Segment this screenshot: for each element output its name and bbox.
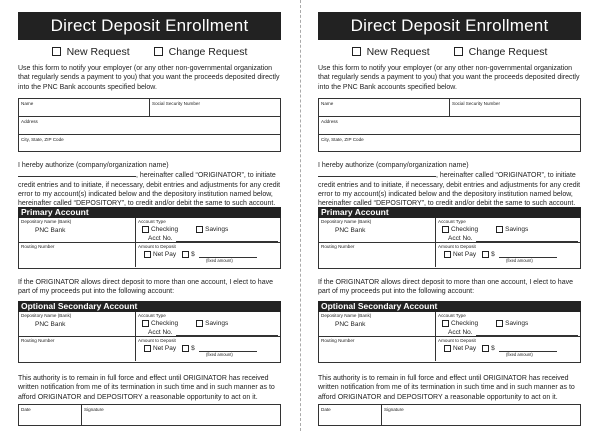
secondary-routing-cell[interactable] bbox=[319, 337, 436, 361]
secondary-bank-row bbox=[19, 312, 280, 337]
secondary-amount-line[interactable] bbox=[199, 346, 257, 352]
secondary-type-cell bbox=[436, 312, 580, 336]
authorization-part1: I hereby authorize (company/organization name) bbox=[318, 162, 469, 169]
primary-account-heading: Primary Account bbox=[318, 207, 581, 218]
secondary-routing-cell[interactable] bbox=[19, 337, 136, 361]
signature-box bbox=[18, 404, 281, 426]
new-request-option[interactable] bbox=[52, 46, 130, 58]
primary-bank-name: PNC Bank bbox=[335, 227, 366, 234]
primary-dollar-sign: $ bbox=[191, 251, 195, 258]
secondary-routing-row bbox=[19, 337, 280, 361]
authorization-part2: , hereinafter called “ORIGINATOR”, to initiate credit entries and to initiate, if necessary, debit entries and adjustments for any credit error to my account(s) indicated below and the depository institution named below, hereinafter called “DEPOSITORY”, to credit and/or debit the same to such account. bbox=[18, 172, 281, 208]
primary-bank-name: PNC Bank bbox=[35, 227, 66, 234]
secondary-acct-no bbox=[138, 329, 278, 336]
request-type-row bbox=[318, 45, 581, 58]
secondary-bank-row bbox=[319, 312, 580, 337]
ssn-field[interactable]: Social Security Number bbox=[149, 99, 280, 116]
primary-net-pay-checkbox[interactable] bbox=[444, 251, 451, 258]
secondary-amount-cell bbox=[136, 337, 280, 361]
secondary-depository-label: Depository Name (Bank) bbox=[21, 313, 72, 318]
secondary-routing-row bbox=[319, 337, 580, 361]
primary-routing-label: Routing Number bbox=[321, 244, 355, 249]
secondary-savings-label: Savings bbox=[205, 320, 229, 327]
primary-checking-label: Checking bbox=[151, 226, 179, 233]
secondary-acct-no-label: Acct No. bbox=[148, 329, 173, 336]
address-row bbox=[319, 117, 580, 135]
primary-savings-checkbox[interactable] bbox=[496, 226, 503, 233]
name-ssn-row bbox=[19, 99, 280, 117]
secondary-type-options bbox=[438, 320, 578, 327]
address-field[interactable]: Address bbox=[321, 119, 338, 124]
primary-acct-no-line[interactable] bbox=[176, 236, 278, 242]
city-state-zip-field[interactable]: City, State, ZIP Code bbox=[321, 137, 364, 142]
date-field[interactable]: Date bbox=[321, 407, 331, 412]
secondary-fixed-amount-label: (fixed amount) bbox=[206, 352, 233, 357]
change-request-option[interactable] bbox=[454, 46, 548, 58]
secondary-fixed-checkbox[interactable] bbox=[182, 345, 189, 352]
secondary-amount-options bbox=[138, 345, 278, 352]
signature-field[interactable]: Signature bbox=[81, 405, 280, 425]
secondary-net-pay-label: Net Pay bbox=[153, 345, 177, 352]
direct-deposit-form-left bbox=[18, 12, 281, 426]
personal-info-box bbox=[18, 98, 281, 152]
secondary-amount-options bbox=[438, 345, 578, 352]
primary-type-options bbox=[138, 226, 278, 233]
primary-fixed-amount-label: (fixed amount) bbox=[206, 258, 233, 263]
secondary-checking-checkbox[interactable] bbox=[442, 320, 449, 327]
primary-amount-cell bbox=[436, 243, 580, 267]
secondary-depository-cell bbox=[19, 312, 136, 336]
primary-type-cell bbox=[436, 218, 580, 242]
ssn-field[interactable]: Social Security Number bbox=[449, 99, 580, 116]
secondary-net-pay-checkbox[interactable] bbox=[144, 345, 151, 352]
name-field[interactable]: Name bbox=[321, 101, 334, 106]
secondary-checking-checkbox[interactable] bbox=[142, 320, 149, 327]
secondary-routing-label: Routing Number bbox=[321, 338, 355, 343]
secondary-acct-no-line[interactable] bbox=[176, 330, 278, 336]
primary-bank-row bbox=[319, 218, 580, 243]
primary-depository-cell bbox=[319, 218, 436, 242]
secondary-amount-cell bbox=[436, 337, 580, 361]
primary-checking-checkbox[interactable] bbox=[142, 226, 149, 233]
primary-depository-cell bbox=[19, 218, 136, 242]
company-name-line[interactable] bbox=[18, 170, 136, 177]
form-title: Direct Deposit Enrollment bbox=[18, 12, 281, 40]
primary-amount-label: Amount to Deposit bbox=[438, 244, 476, 249]
direct-deposit-form-right bbox=[318, 12, 581, 426]
secondary-fixed-amount-label: (fixed amount) bbox=[506, 352, 533, 357]
signature-field[interactable]: Signature bbox=[381, 405, 580, 425]
request-type-row bbox=[18, 45, 281, 58]
secondary-account-heading: Optional Secondary Account bbox=[18, 301, 281, 312]
intro-text: Use this form to notify your employer (or any other non-governmental organization that regularly sends a payment to you) that you want the proceeds deposited directly into the PNC Bank accounts specified below. bbox=[318, 65, 580, 91]
secondary-amount-label: Amount to Deposit bbox=[438, 338, 476, 343]
secondary-checking-label: Checking bbox=[451, 320, 479, 327]
primary-amount-options bbox=[138, 251, 278, 258]
primary-savings-checkbox[interactable] bbox=[196, 226, 203, 233]
secondary-dollar-sign: $ bbox=[191, 345, 195, 352]
secondary-bank-name: PNC Bank bbox=[35, 321, 66, 328]
multi-account-text: If the ORIGINATOR allows direct deposit to more than one account, I elect to have part of my proceeds put into the following account: bbox=[318, 279, 573, 296]
primary-routing-row bbox=[19, 243, 280, 267]
change-request-label: Change Request bbox=[468, 45, 548, 58]
primary-savings-label: Savings bbox=[205, 226, 229, 233]
signature-box bbox=[318, 404, 581, 426]
cut-line-divider bbox=[300, 0, 301, 431]
change-request-option[interactable] bbox=[154, 46, 248, 58]
primary-acct-no bbox=[138, 235, 278, 242]
primary-checking-label: Checking bbox=[451, 226, 479, 233]
new-request-label: New Request bbox=[66, 45, 130, 58]
primary-bank-row bbox=[19, 218, 280, 243]
authorization-text bbox=[318, 161, 581, 207]
secondary-net-pay-checkbox[interactable] bbox=[444, 345, 451, 352]
primary-type-cell bbox=[136, 218, 280, 242]
authorization-part2: , hereinafter called “ORIGINATOR”, to initiate credit entries and to initiate, if necessary, debit entries and adjustments for any credit error to my account(s) indicated below and the depository institution named below, hereinafter called “DEPOSITORY”, to credit and/or debit the same to such account. bbox=[318, 172, 581, 208]
secondary-amount-line[interactable] bbox=[499, 346, 557, 352]
authorization-text bbox=[18, 161, 281, 207]
primary-depository-label: Depository Name (Bank) bbox=[321, 219, 372, 224]
primary-routing-cell[interactable] bbox=[319, 243, 436, 267]
primary-acct-no-label: Acct No. bbox=[148, 235, 173, 242]
primary-account-heading: Primary Account bbox=[18, 207, 281, 218]
secondary-dollar-sign: $ bbox=[491, 345, 495, 352]
name-field[interactable]: Name bbox=[21, 101, 34, 106]
secondary-amount-label: Amount to Deposit bbox=[138, 338, 176, 343]
new-request-label: New Request bbox=[366, 45, 430, 58]
address-row bbox=[19, 117, 280, 135]
secondary-depository-label: Depository Name (Bank) bbox=[321, 313, 372, 318]
authorization-part1: I hereby authorize (company/organization name) bbox=[18, 162, 169, 169]
primary-acct-no bbox=[438, 235, 578, 242]
primary-fixed-checkbox[interactable] bbox=[182, 251, 189, 258]
personal-info-box bbox=[318, 98, 581, 152]
primary-amount-label: Amount to Deposit bbox=[138, 244, 176, 249]
primary-dollar-sign: $ bbox=[491, 251, 495, 258]
secondary-bank-name: PNC Bank bbox=[335, 321, 366, 328]
city-row bbox=[19, 135, 280, 153]
primary-amount-cell bbox=[136, 243, 280, 267]
primary-net-pay-label: Net Pay bbox=[153, 251, 177, 258]
authority-text: This authority is to remain in full force and effect until ORIGINATOR has received written notification from me of its termination in such time and in such manner as to afford ORIGINATOR and DEPOSITORY a reasonable opportunity to act on it. bbox=[18, 375, 275, 401]
primary-checking-checkbox[interactable] bbox=[442, 226, 449, 233]
primary-amount-options bbox=[438, 251, 578, 258]
change-request-checkbox[interactable] bbox=[454, 47, 463, 56]
primary-net-pay-label: Net Pay bbox=[453, 251, 477, 258]
primary-routing-cell[interactable] bbox=[19, 243, 136, 267]
primary-fixed-checkbox[interactable] bbox=[482, 251, 489, 258]
secondary-account-box bbox=[18, 312, 281, 363]
secondary-type-cell bbox=[136, 312, 280, 336]
secondary-net-pay-label: Net Pay bbox=[453, 345, 477, 352]
new-request-checkbox[interactable] bbox=[352, 47, 361, 56]
change-request-checkbox[interactable] bbox=[154, 47, 163, 56]
city-row bbox=[319, 135, 580, 153]
secondary-savings-label: Savings bbox=[505, 320, 529, 327]
secondary-acct-no-label: Acct No. bbox=[448, 329, 473, 336]
primary-savings-label: Savings bbox=[505, 226, 529, 233]
primary-net-pay-checkbox[interactable] bbox=[144, 251, 151, 258]
company-name-line[interactable] bbox=[318, 170, 436, 177]
secondary-account-box bbox=[318, 312, 581, 363]
secondary-type-label: Account Type bbox=[438, 313, 466, 318]
primary-acct-no-line[interactable] bbox=[476, 236, 578, 242]
change-request-label: Change Request bbox=[168, 45, 248, 58]
secondary-checking-label: Checking bbox=[151, 320, 179, 327]
intro-text: Use this form to notify your employer (or any other non-governmental organization that regularly sends a payment to you) that you want the proceeds deposited directly into the PNC Bank accounts specified below. bbox=[18, 65, 280, 91]
secondary-acct-no bbox=[438, 329, 578, 336]
new-request-option[interactable] bbox=[352, 46, 430, 58]
secondary-fixed-checkbox[interactable] bbox=[482, 345, 489, 352]
secondary-depository-cell bbox=[319, 312, 436, 336]
primary-type-label: Account Type bbox=[438, 219, 466, 224]
multi-account-text: If the ORIGINATOR allows direct deposit to more than one account, I elect to have part of my proceeds put into the following account: bbox=[18, 279, 273, 296]
form-title: Direct Deposit Enrollment bbox=[318, 12, 581, 40]
primary-depository-label: Depository Name (Bank) bbox=[21, 219, 72, 224]
date-field[interactable]: Date bbox=[21, 407, 31, 412]
secondary-savings-checkbox[interactable] bbox=[196, 320, 203, 327]
primary-account-box bbox=[318, 218, 581, 269]
secondary-savings-checkbox[interactable] bbox=[496, 320, 503, 327]
primary-type-label: Account Type bbox=[138, 219, 166, 224]
primary-acct-no-label: Acct No. bbox=[448, 235, 473, 242]
name-ssn-row bbox=[319, 99, 580, 117]
primary-routing-label: Routing Number bbox=[21, 244, 55, 249]
primary-amount-line[interactable] bbox=[499, 252, 557, 258]
authority-text: This authority is to remain in full force and effect until ORIGINATOR has received written notification from me of its termination in such time and in such manner as to afford ORIGINATOR and DEPOSITORY a reasonable opportunity to act on it. bbox=[318, 375, 575, 401]
city-state-zip-field[interactable]: City, State, ZIP Code bbox=[21, 137, 64, 142]
address-field[interactable]: Address bbox=[21, 119, 38, 124]
primary-account-box bbox=[18, 218, 281, 269]
primary-type-options bbox=[438, 226, 578, 233]
secondary-acct-no-line[interactable] bbox=[476, 330, 578, 336]
primary-amount-line[interactable] bbox=[199, 252, 257, 258]
secondary-type-options bbox=[138, 320, 278, 327]
new-request-checkbox[interactable] bbox=[52, 47, 61, 56]
primary-routing-row bbox=[319, 243, 580, 267]
secondary-account-heading: Optional Secondary Account bbox=[318, 301, 581, 312]
secondary-routing-label: Routing Number bbox=[21, 338, 55, 343]
secondary-type-label: Account Type bbox=[138, 313, 166, 318]
primary-fixed-amount-label: (fixed amount) bbox=[506, 258, 533, 263]
